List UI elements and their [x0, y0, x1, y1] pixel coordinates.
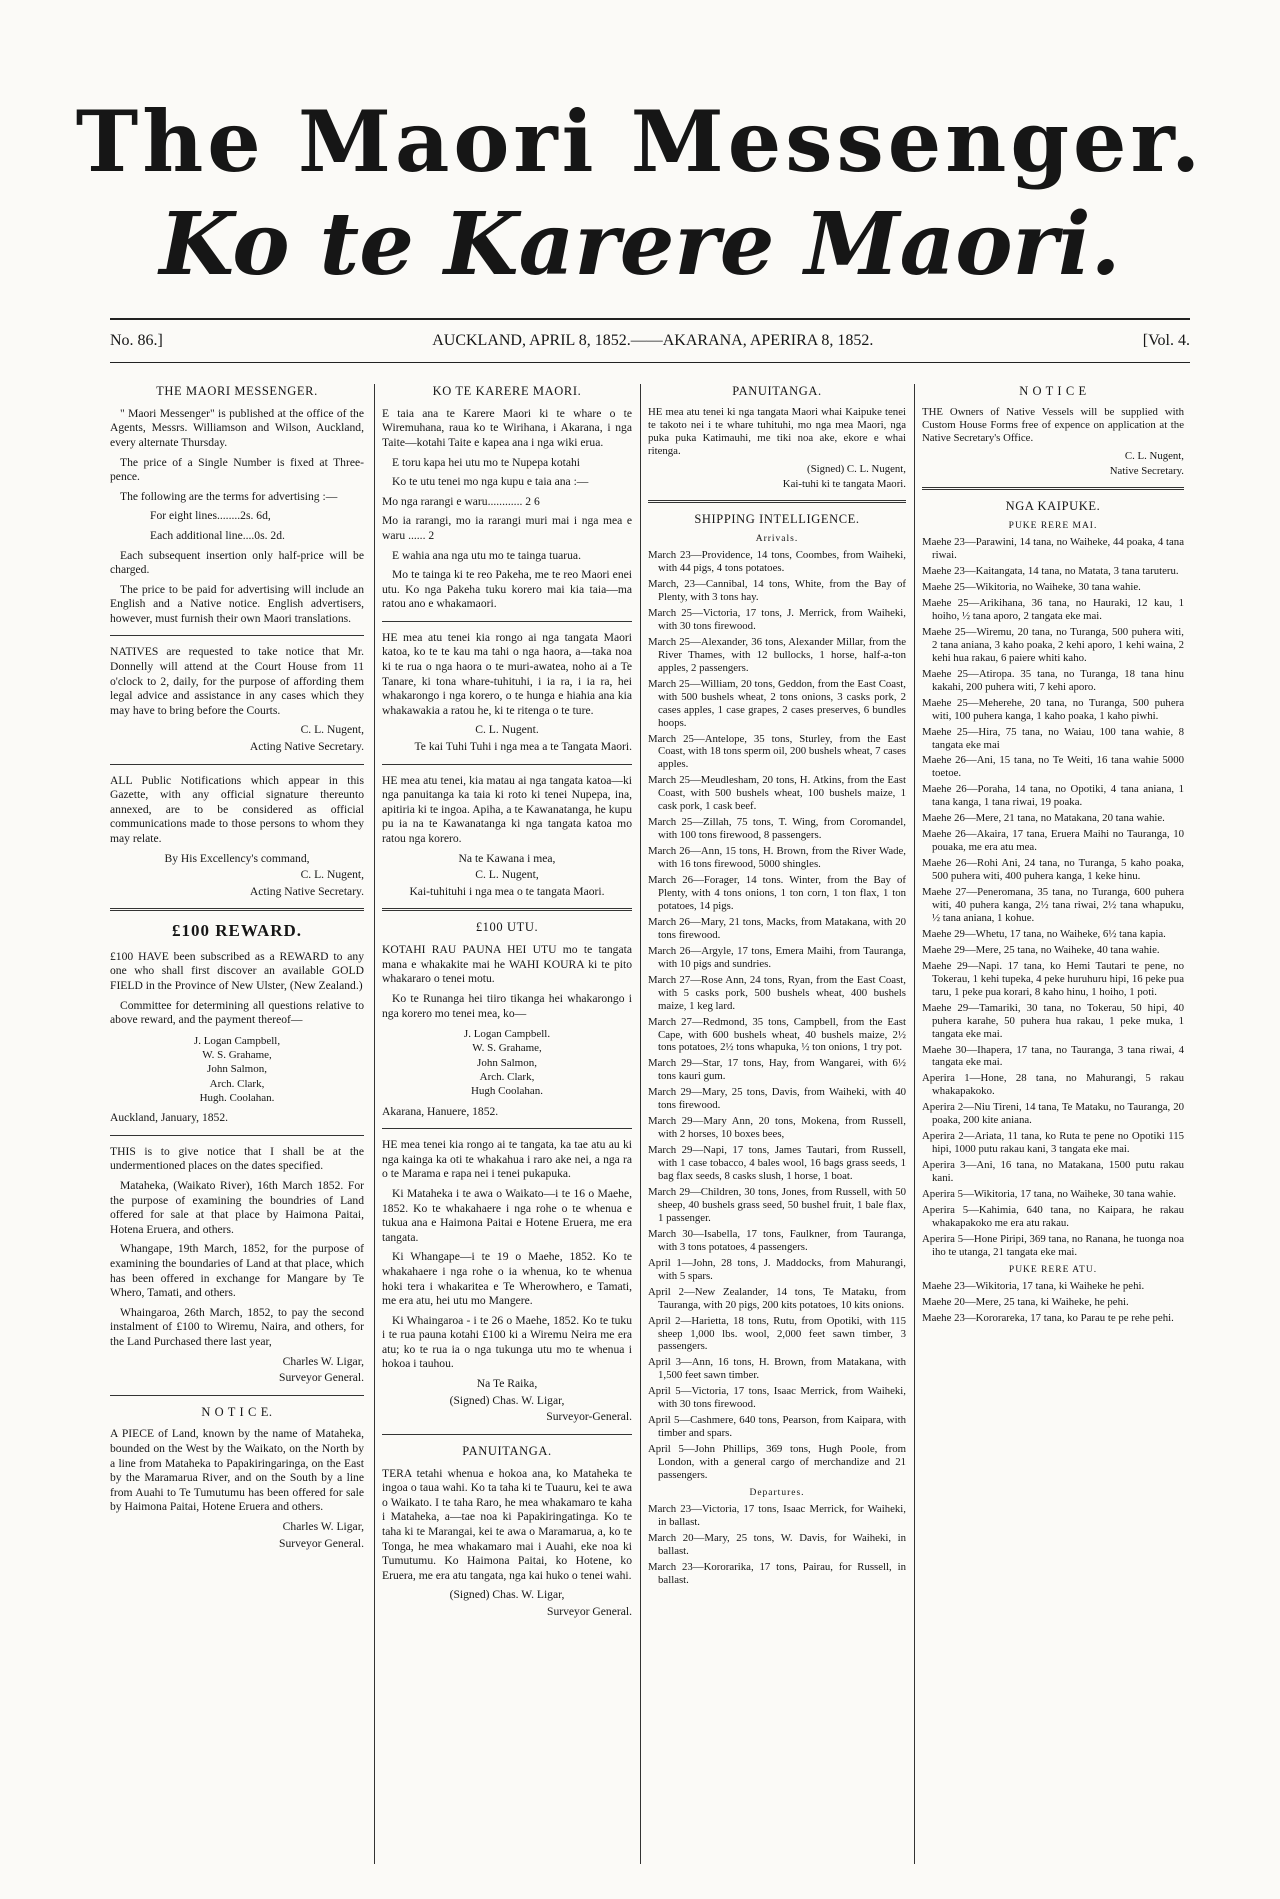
signature-role: Acting Native Secretary. [249, 884, 364, 898]
arrivals-heading: Arrivals. [755, 533, 799, 544]
paragraph: THIS is to give notice that I shall be at the undermentioned places on the dates specified. [110, 1144, 364, 1173]
list-item: Maehe 29—Tamariki, 30 tana, no Tokerau, 50 hipi, 40 puhera karahe, 50 puhera hua rakau, 1 peke muka, 1 tangata eke mai. [922, 1001, 1184, 1040]
list-item: Maehe 25—Hira, 75 tana, no Waiau, 100 tana wahie, 8 tangata eke mai [922, 725, 1184, 751]
list-item: March 23—Victoria, 17 tons, Isaac Merrick, for Waiheki, in ballast. [648, 1503, 906, 1529]
departures-heading: Departures. [749, 1488, 805, 1499]
name: John Salmon, [207, 1063, 267, 1076]
column-english-notices [110, 384, 364, 1551]
command-line: Na Te Raika, [476, 1377, 538, 1391]
list-item: March 20—Mary, 25 tons, W. Davis, for Waiheki, in ballast. [648, 1532, 906, 1558]
paragraph: ALL Public Notifications which appear in this Gazette, with any official signature thereunto annexed, are to be considered as official communications made to those persons to whom they may relate. [110, 773, 364, 845]
list-item: Aperira 1—Hone, 28 tana, no Mahurangi, 5 rakau whakapakoko. [922, 1072, 1184, 1098]
divider [110, 1135, 364, 1136]
signature: Charles W. Ligar, [282, 1354, 364, 1368]
list-item: Maehe 25—Atiropa. 35 tana, no Turanga, 18 tana hinu kakahi, 200 puhera witi, 7 kehi aporo. [922, 667, 1184, 693]
list-item: March 29—Mary Ann, 20 tons, Mokena, from Russell, with 2 horses, 10 boxes bees, [648, 1115, 906, 1141]
section-heading: N O T I C E [1019, 384, 1087, 398]
name: Arch. Clark, [209, 1077, 265, 1090]
list-item: April 5—Cashmere, 640 tons, Pearson, from Kaipara, with timber and spars. [648, 1414, 906, 1440]
date-line: Auckland, January, 1852. [110, 1111, 229, 1125]
paragraph: Ki Whaingaroa - i te 26 o Maehe, 1852. Ko te tuku i te rua pauna kotahi £100 ki a Wiremu Neira me era atu; ko te rua ia o nga tukunga utu mo te whenua i hokoa i tauhou. [382, 1313, 632, 1371]
list-item: Maehe 29—Mere, 25 tana, no Waiheke, 40 tana wahie. [922, 943, 1160, 956]
list-item: Aperira 5—Hone Piripi, 369 tana, no Ranana, he tuonga noa iho te utanga, 21 tangata eke mai. [922, 1232, 1184, 1258]
list-item: March 29—Children, 30 tons, Jones, from Russell, with 50 sheep, 40 bushels grass seed, 50 bushel fruit, 1 bale flax, 1 passenger. [648, 1186, 906, 1224]
paragraph: The price to be paid for advertising will include an English and a Native notice. English advertisers, however, must furnish their own Maori translations. [110, 582, 364, 625]
paragraph: Whangape, 19th March, 1852, for the purpose of examining the boundaries of Land at that place, which has been offered in exchange for Mangare by Te Whero, Tamati, and others. [110, 1242, 364, 1300]
paragraph: Committee for determining all questions relative to above reward, and the payment thereof— [110, 998, 364, 1027]
paragraph: HE mea atu tenei kia rongo ai nga tangata Maori katoa, ko te te kau ma tahi o nga haora, a—taka noa ki te rua o nga haora o te muri-awatea, noho ai a Te Tanare, ki tona whare-tuhituhi, i ia ra, i ia ra, hei whakarongo i nga korero, o te hunga e hiahia ana kia whakawakia a ratou he, ki te ritenga o te ture. [382, 630, 632, 717]
masthead [0, 92, 1280, 295]
signature: Charles W. Ligar, [282, 1520, 364, 1534]
title-english: The Maori Messenger. [75, 92, 1205, 191]
list-item: March 25—Zillah, 75 tons, T. Wing, from Coromandel, with 100 tons firewood, 8 passengers. [648, 816, 906, 842]
signature: C. L. Nugent. [475, 723, 539, 737]
name: W. S. Grahame, [472, 1042, 542, 1055]
divider [382, 1128, 632, 1129]
signature-name: C. L. Nugent, [846, 462, 906, 475]
list-item: Maehe 25—Meherehe, 20 tana, no Turanga, 500 puhera witi, 100 puhera kanga, 1 kaho poaka, 1 kaho piwhi. [922, 696, 1184, 722]
list-item: March 26—Forager, 14 tons. Winter, from the Bay of Plenty, with 4 tons onions, 1 ton corn, 1 ton flax, 1 ton potatoes, 14 pigs. [648, 874, 906, 912]
divider [382, 764, 632, 765]
departures-heading: PUKE RERE ATU. [1008, 1264, 1098, 1275]
section-heading: PANUITANGA. [732, 384, 822, 398]
list-item: April 2—Harietta, 18 tons, Rutu, from Opotiki, with 115 sheep 1,000 lbs. wool, 2,000 feet sawn timber, 3 passengers. [648, 1314, 906, 1353]
divider [110, 908, 364, 911]
list-item: April 5—Victoria, 17 tons, Isaac Merrick, from Waiheki, with 30 tons firewood. [648, 1385, 906, 1411]
list-item: Aperira 2—Ariata, 11 tana, ko Ruta te pene no Opotiki 115 hipi, 1000 putu rakau kani, 3 tangata eke mai. [922, 1130, 1184, 1156]
paragraph: KOTAHI RAU PAUNA HEI UTU mo te tangata mana e whakakite mai he WAHI KOURA ki te pito whakararo o tenei motu. [382, 943, 632, 986]
list-item: March, 23—Cannibal, 14 tons, White, from the Bay of Plenty, with 3 tons hay. [648, 578, 906, 603]
paragraph: Mo te tainga ki te reo Pakeha, me te reo Maori enei utu. Ko nga Pakeha tuku korero mai kia taia—ma ratou ano e whakamaori. [382, 568, 632, 611]
list-item: Maehe 29—Napi. 17 tana, ko Hemi Tautari te pene, no Tokerau, 1 kehi tupeka, 4 peke huruhuru hipi, 16 peke pua taru, 1 peke pua korari, 8 kaho hinu, 1 hoiho, 1 poti. [922, 959, 1184, 998]
departures-list [648, 1503, 906, 1587]
committee-names [110, 1034, 364, 1105]
paragraph: £100 HAVE been subscribed as a REWARD to any one who shall first discover an available GOLD FIELD in the Province of New Ulster, (New Zealand.) [110, 949, 364, 992]
list-item: Aperira 5—Kahimia, 640 tana, no Kaipara, he rakau whakapakoko me era atu rakau. [922, 1204, 1184, 1229]
list-item: Maehe 25—Wikitoria, no Waiheke, 30 tana wahie. [922, 581, 1141, 594]
list-item: Maehe 23—Wikitoria, 17 tana, ki Waiheke he pehi. [922, 1280, 1145, 1293]
list-item: March 26—Ann, 15 tons, H. Brown, from the River Wade, with 16 tons firewood, 5000 shingles. [648, 845, 906, 871]
signature-role: Kai-tuhituhi i nga mea o te tangata Maori. [409, 884, 605, 898]
signature: C. L. Nugent, [475, 868, 539, 882]
arrivals-list [648, 549, 906, 1482]
list-item: Maehe 26—Ani, 15 tana, no Te Weiti, 16 tana wahie 5000 toetoe. [922, 754, 1184, 780]
list-item: March 27—Redmond, 35 tons, Campbell, from the East Cape, with 600 bushels wheat, 40 bushels maize, 2½ tons potatoes, 2½ tons whapuka, ½ ton onions, 1 try pot. [648, 1015, 906, 1054]
list-item: Maehe 30—Ihapera, 17 tana, no Tauranga, 3 tana riwai, 4 tangata eke mai. [922, 1043, 1184, 1069]
command-line: By His Excellency's command, [164, 851, 310, 865]
arrivals-heading: PUKE RERE MAI. [1008, 520, 1098, 531]
paragraph: Ko te utu tenei mo nga kupu e taia ana :— [392, 475, 589, 489]
signature-role: Te kai Tuhi Tuhi i nga mea a te Tangata Maori. [414, 740, 632, 754]
dateline-rule [110, 362, 1190, 363]
list-item: March 29—Star, 17 tons, Hay, from Wangarei, with 6½ tons kauri gum. [648, 1057, 906, 1083]
column-shipping [648, 384, 906, 1590]
signed-label: (Signed) [807, 462, 845, 475]
signature [648, 463, 906, 476]
name: Hugh Coolahan. [470, 1085, 544, 1098]
list-item: Aperira 2—Niu Tireni, 14 tana, Te Mataku, no Tauranga, 20 poaka, 200 kite aniana. [922, 1101, 1184, 1127]
column-separator [374, 384, 375, 1864]
paragraph: A PIECE of Land, known by the name of Mataheka, bounded on the West by the Waikato, on the North by a line from Mataheka to Papakiringaringa, on the East by the Maramarua River, and on the South by a line from Auahi to Te Tumutumu has been offered for sale by Haimona Paitai, Hotene Eruera and others. [110, 1427, 364, 1514]
paragraph: E wahia ana nga utu mo te tainga tuarua. [392, 548, 581, 562]
signature [382, 1394, 632, 1409]
name: Arch. Clark, [479, 1070, 535, 1083]
paragraph: " Maori Messenger" is published at the office of the Agents, Messrs. Williamson and Wilson, Auckland, every alternate Thursday. [110, 406, 364, 449]
column-kaipuke [922, 384, 1184, 1328]
departures-list [922, 1280, 1184, 1325]
divider [382, 621, 632, 622]
column-separator [640, 384, 641, 1864]
arrivals-list [922, 536, 1184, 1259]
name: Hugh. Coolahan. [199, 1091, 275, 1104]
list-item: Maehe 29—Whetu, 17 tana, no Waiheke, 6½ tana kapia. [922, 927, 1166, 940]
issue-date: AUCKLAND, APRIL 8, 1852.——AKARANA, APERIRA 8, 1852. [432, 332, 874, 349]
rate-line: For eight lines........2s. 6d, [150, 509, 271, 523]
signature-name: Chas. W. Ligar, [492, 1588, 565, 1602]
reward-heading: £100 REWARD. [171, 921, 303, 941]
signed-label: (Signed) [449, 1393, 490, 1407]
signature-role: Kai-tuhi ki te tangata Maori. [782, 477, 906, 490]
list-item: March 25—Meudlesham, 20 tons, H. Atkins, from the East Coast, with 500 bushels wheat, 100 bushels maize, 1 cask pork, 1 cask beef. [648, 774, 906, 813]
title-maori: Ko te Karere Maori. [159, 194, 1121, 295]
column-separator [914, 384, 915, 1864]
list-item: Maehe 27—Peneromana, 35 tana, no Turanga, 600 puhera witi, 40 puhera kanga, 2½ tana riwai, 2½ tana whapuku, ½ tana aniana, 1 kohue. [922, 886, 1184, 924]
paragraph: Ki Mataheka i te awa o Waikato—i te 16 o Maehe, 1852. Ko te whakahaere i nga rohe o te whenua e tukua ana e Haimona Paitai e Hotene Eruera, me era tangata. [382, 1186, 632, 1244]
signature: C. L. Nugent, [1124, 449, 1184, 462]
paragraph: E toru kapa hei utu mo te Nupepa kotahi [392, 455, 581, 469]
list-item: Maehe 26—Rohi Ani, 24 tana, no Turanga, 5 kaho poaka, 500 puhera witi, 400 puhera kanga, 1 keke hinu. [922, 857, 1184, 883]
signature: C. L. Nugent, [300, 723, 364, 737]
issue-number: No. 86.] [110, 332, 163, 349]
signature [382, 1588, 632, 1603]
paragraph: Ki Whangape—i te 19 o Maehe, 1852. Ko te whakahaere i nga rohe o ia whenua, ko te whenua hoki tera i whakaritea e Te Wherowhero, e Tamati, me era atu, hei utu mo Mangere. [382, 1250, 632, 1308]
divider [110, 635, 364, 636]
reward-heading: £100 UTU. [475, 920, 539, 935]
list-item: March 26—Mary, 21 tons, Macks, from Matakana, with 20 tons firewood. [648, 915, 906, 941]
list-item: March 27—Rose Ann, 24 tons, Ryan, from the East Coast, with 5 casks pork, 500 bushels wheat, 400 bushels maize, 1 keg lard. [648, 973, 906, 1012]
paragraph: HE mea atu tenei, kia matau ai nga tangata katoa—ki nga panuitanga ka taia ki roto ki tenei Nupepa, ina, apitiria ki te ingoa. Apiha, a te Kawanatanga, he kupu pu ia na te Kawanatanga ki nga tangata katoa mo ratou nga korero. [382, 773, 632, 845]
divider [382, 1434, 632, 1435]
divider [648, 500, 906, 503]
paragraph: NATIVES are requested to take notice that Mr. Donnelly will attend at the Court House from 11 o'clock to 2, daily, for the purpose of affording them legal advice and assistance in any cases which they may have to bring before the Courts. [110, 645, 364, 717]
list-item: March 29—Mary, 25 tons, Davis, from Waiheki, with 40 tons firewood. [648, 1086, 906, 1112]
list-item: March 25—Alexander, 36 tons, Alexander Millar, from the River Thames, with 12 bullocks, 1 horse, half-a-ton apples, 2 passengers. [648, 635, 906, 674]
section-heading: KO TE KARERE MAORI. [432, 384, 582, 398]
paragraph: Each subsequent insertion only half-price will be charged. [110, 548, 364, 577]
list-item: April 2—New Zealander, 14 tons, Te Mataku, from Tauranga, with 20 pigs, 200 kits potatoes, 10 kits onions. [648, 1285, 906, 1311]
paragraph: E taia ana te Karere Maori ki te whare o te Wiremuhana, raua ko te Wirihana, i Akarana, i nga Taite—kotahi Taite e kapea ana i nga wiki erua. [382, 406, 632, 449]
list-item: March 30—Isabella, 17 tons, Faulkner, from Tauranga, with 3 tons potatoes, 4 passengers. [648, 1227, 906, 1253]
list-item: Aperira 3—Ani, 16 tana, no Matakana, 1500 putu rakau kani. [922, 1159, 1184, 1185]
signature-role: Surveyor General. [547, 1604, 632, 1618]
list-item: Aperira 5—Wikitoria, 17 tana, no Waiheke, 30 tana wahie. [922, 1188, 1176, 1201]
paragraph: HE mea tenei kia rongo ai te tangata, ka tae atu au ki nga kainga ka oti te whakahua i raro ake nei, a nga ra o te Marama e rapa nei i tenei pukapuka. [382, 1138, 632, 1181]
divider [922, 487, 1184, 490]
list-item: Maehe 20—Mere, 25 tana, ki Waiheke, he pehi. [922, 1296, 1129, 1309]
signature-role: Surveyor General. [279, 1371, 364, 1385]
list-item: Maehe 26—Akaira, 17 tana, Eruera Maihi no Tauranga, 10 pouaka, me era atu mea. [922, 828, 1184, 854]
signature-role: Native Secretary. [1109, 464, 1184, 477]
list-item: Maehe 23—Parawini, 14 tana, no Waiheke, 44 poaka, 4 tana riwai. [922, 536, 1184, 562]
section-heading: NGA KAIPUKE. [1005, 498, 1101, 513]
volume-number: [Vol. 4. [1142, 332, 1190, 349]
list-item: April 5—John Phillips, 369 tons, Hugh Poole, from London, with a general cargo of merchandize and 21 passengers. [648, 1443, 906, 1482]
list-item: March 25—William, 20 tons, Geddon, from the East Coast, with 500 bushels wheat, 2 tons onions, 3 casks pork, 2 cases apples, 1 case grapes, 2 cases preserves, 6 bundles hoops. [648, 677, 906, 729]
list-item: March 25—Antelope, 35 tons, Sturley, from the East Coast, with 18 tons sperm oil, 200 bushels wheat, 7 cases apples. [648, 732, 907, 771]
name: John Salmon, [477, 1056, 537, 1069]
signature-role: Surveyor-General. [546, 1410, 632, 1424]
list-item: March 23—Kororarika, 17 tons, Pairau, for Russell, in ballast. [648, 1561, 906, 1587]
paragraph: Whaingaroa, 26th March, 1852, to pay the second instalment of £100 to Wiremu, Naira, and others, for the Land Purchased there last year, [110, 1305, 364, 1348]
section-heading: PANUITANGA. [462, 1443, 552, 1458]
rate-line: Mo nga rarangi e waru............ 2 6 [382, 494, 540, 508]
paragraph: Ko te Runanga hei tiiro tikanga hei whakarongo i nga korero mo tenei mea, ko— [382, 991, 632, 1020]
list-item: Maehe 25—Arikihana, 36 tana, no Hauraki, 12 kau, 1 hoiho, ½ tana aporo, 2 tangata eke mai. [922, 596, 1184, 622]
list-item: March 23—Providence, 14 tons, Coombes, from Waiheki, with 44 pigs, 4 tons potatoes. [648, 549, 906, 575]
list-item: Maehe 26—Poraha, 14 tana, no Opotiki, 4 tana aniana, 1 tana kanga, 1 tana riwai, 19 poaka. [922, 783, 1184, 809]
signed-label: (Signed) [449, 1588, 490, 1602]
paragraph: TERA tetahi whenua e hokoa ana, ko Mataheka te ingoa o taua wahi. Ko ta taha ki te Tuauru, kei te awa o Waikato. I te taha Raro, he mea whakamaro te kaha i Mataheka, a—tae noa ki Papakiringatinga. Ko te taha ki te Marangai, kei te awa o Maramarua, a, ko te Tonga, he mea whakamaro mai i Auahi, eke noa ki Tumutumu. Ko Haimona Paitai, ko Hotene, ko Eruera, me era atu tangata, nga kai huko o tenei wahi. [382, 1466, 632, 1582]
name: J. Logan Campbell. [463, 1028, 551, 1041]
list-item: Maehe 26—Mere, 21 tana, no Matakana, 20 tana wahie. [922, 812, 1165, 825]
paragraph: The price of a Single Number is fixed at Three-pence. [110, 455, 364, 484]
paragraph: The following are the terms for advertising :— [120, 489, 338, 503]
rate-line: Mo ia rarangi, mo ia rarangi muri mai i nga mea e waru ...... 2 [382, 514, 632, 542]
list-item: April 1—John, 28 tons, J. Maddocks, from Mahurangi, with 5 spars. [648, 1256, 906, 1282]
signature-name: Chas. W. Ligar, [492, 1393, 565, 1407]
rate-line: Each additional line....0s. 2d. [150, 528, 285, 542]
name: J. Logan Campbell, [193, 1034, 281, 1047]
committee-names [382, 1027, 632, 1098]
list-item: March 25—Victoria, 17 tons, J. Merrick, from Waiheki, with 30 tons firewood. [648, 606, 906, 632]
column-maori-notices [382, 384, 632, 1620]
list-item: March 29—Napi, 17 tons, James Tautari, from Russell, with 1 case tobacco, 4 bales wool, 16 bags grass seeds, 1 bag flax seeds, 8 casks slush, 1 horse, 1 boat. [648, 1144, 906, 1183]
paragraph: HE mea atu tenei ki nga tangata Maori whai Kaipuke tenei te takoto nei i te whare tuhituhi, mo nga mea Maori, nga puka puka Katimauhi, me tiki noa ake, ekore e whai ritenga. [648, 406, 906, 457]
dateline [110, 332, 1190, 350]
command-line: Na te Kawana i mea, [458, 851, 556, 865]
top-rule [110, 318, 1190, 320]
list-item: March 26—Argyle, 17 tons, Emera Maihi, from Tauranga, with 10 pigs and sundries. [648, 944, 906, 970]
name: W. S. Grahame, [202, 1049, 272, 1062]
paragraph: Mataheka, (Waikato River), 16th March 1852. For the purpose of examining the boundries of Land offered for sale at that place by Haimona Paitai, Hotena Eruera, and others. [110, 1179, 364, 1236]
date-line: Akarana, Hanuere, 1852. [382, 1104, 499, 1118]
divider [382, 908, 632, 911]
signature: C. L. Nugent, [300, 868, 364, 882]
section-heading: SHIPPING INTELLIGENCE. [694, 511, 860, 526]
list-item: April 3—Ann, 16 tons, H. Brown, from Matakana, with 1,500 feet sawn timber. [648, 1356, 906, 1382]
list-item: Maehe 23—Kaitangata, 14 tana, no Matata, 3 tana taruteru. [922, 565, 1179, 578]
list-item: Maehe 23—Kororareka, 17 tana, ko Parau te pe rehe pehi. [922, 1312, 1174, 1325]
signature-role: Acting Native Secretary. [249, 740, 364, 754]
divider [110, 1395, 364, 1396]
paragraph: THE Owners of Native Vessels will be supplied with Custom House Forms free of expence on application at the Native Secretary's Office. [922, 406, 1184, 444]
divider [110, 764, 364, 765]
list-item: Maehe 25—Wiremu, 20 tana, no Turanga, 500 puhera witi, 2 tana aniana, 3 kaho poaka, 2 kehi aporo, 1 kehi waina, 2 kehi hua rakau, 6 paiere whiti kaho. [922, 625, 1184, 664]
section-heading: N O T I C E. [201, 1404, 273, 1419]
signature-role: Surveyor General. [279, 1536, 364, 1550]
section-heading: THE MAORI MESSENGER. [156, 384, 318, 398]
